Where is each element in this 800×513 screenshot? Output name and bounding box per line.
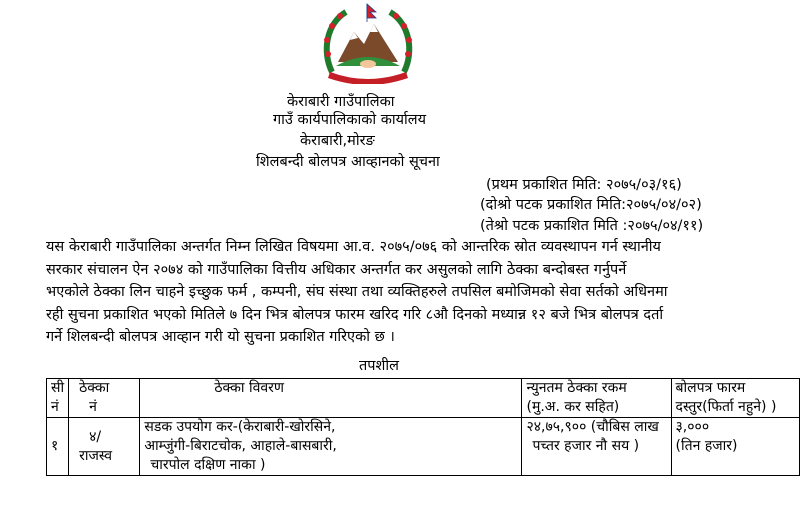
office-address: केराबारी,मोरङ <box>300 133 375 149</box>
body-line: सरकार संचालन ऐन २०७४ को गाउँपालिका वित्तीय अधिकार अन्तर्गत कर असुलको लागि ठेक्का बन्दोबस्त गर्नुपर्ने <box>46 261 627 278</box>
nepal-emblem-icon <box>320 2 416 84</box>
col-header-contract-details: ठेक्का विवरण <box>140 379 522 418</box>
table-row <box>47 418 800 476</box>
table-header-row <box>47 379 800 418</box>
col-header-form-fee: बोलपत्र फारम दस्तुर(फिर्ता नहुने) ) <box>671 379 799 418</box>
cell-form-fee: ३,००० (तिन हजार) <box>671 418 799 476</box>
body-line: भएकोले ठेक्का लिन चाहने इच्छुक फर्म , कम्पनी, संघ संस्था तथा व्यक्तिहरुले तपसिल बमोजिमको सेवा सर्तको अधिनमा <box>46 284 668 300</box>
col-header-minimum-amount: न्युनतम ठेक्का रकम (मु.अ. कर सहित) <box>522 379 671 418</box>
notice-body <box>46 236 773 349</box>
flag <box>367 4 376 18</box>
body-line: गर्ने शिलबन्दी बोलपत्र आव्हान गरी यो सुचना प्रकाशित गरिएको छ । <box>46 329 395 345</box>
cell-minimum-amount: २४,७५,९०० (चौबिस लाख पच्तर हजार नौ सय ) <box>522 418 671 476</box>
cell-contract-details: सडक उपयोग कर-(केराबारी-खोरसिने, आम्जुंगी-बिराटचोक, आहाले-बासबारी, चारपोल दक्षिण नाका ) <box>140 418 522 476</box>
motto-ribbon <box>328 72 408 84</box>
notice-title: शिलबन्दी बोलपत्र आव्हानको सूचना <box>256 154 440 170</box>
mountains <box>338 24 398 62</box>
first-publication-date: (प्रथम प्रकाशित मिति: २०७५/०३/१६) <box>486 177 682 193</box>
table-caption: तपशील <box>359 358 399 374</box>
body-line: रही सुचना प्रकाशित भएको मितिले ७ दिन भित्र बोलपत्र फारम खरिद गरि ८औ दिनको मध्यान्न १२ बजे भित्र बोलपत्र दर्ता <box>46 306 664 323</box>
col-header-serial: सी नं <box>47 379 69 418</box>
second-publication-date: (दोश्रो पटक प्रकाशित मिति:२०७५/०४/०२) <box>480 197 702 213</box>
cell-serial: १ <box>47 418 69 476</box>
office-name: केराबारी गाउँपालिका <box>287 94 395 110</box>
tender-table <box>46 378 800 476</box>
body-line: यस केराबारी गाउँपालिका अन्तर्गत निम्न लिखित विषयमा आ.व. २०७५/०७६ को आन्तरिक स्रोत व्यवस्थापन गर्न स्थानीय <box>46 239 661 255</box>
office-subtitle: गाउँ कार्यपालिकाको कार्यालय <box>273 112 427 128</box>
col-header-contract-no: ठेक्का नं <box>69 379 140 418</box>
cell-contract-no: ४/ राजस्व <box>69 418 140 476</box>
third-publication-date: (तेश्रो पटक प्रकाशित मिति :२०७५/०४/११) <box>480 218 704 234</box>
handshake <box>360 60 376 68</box>
